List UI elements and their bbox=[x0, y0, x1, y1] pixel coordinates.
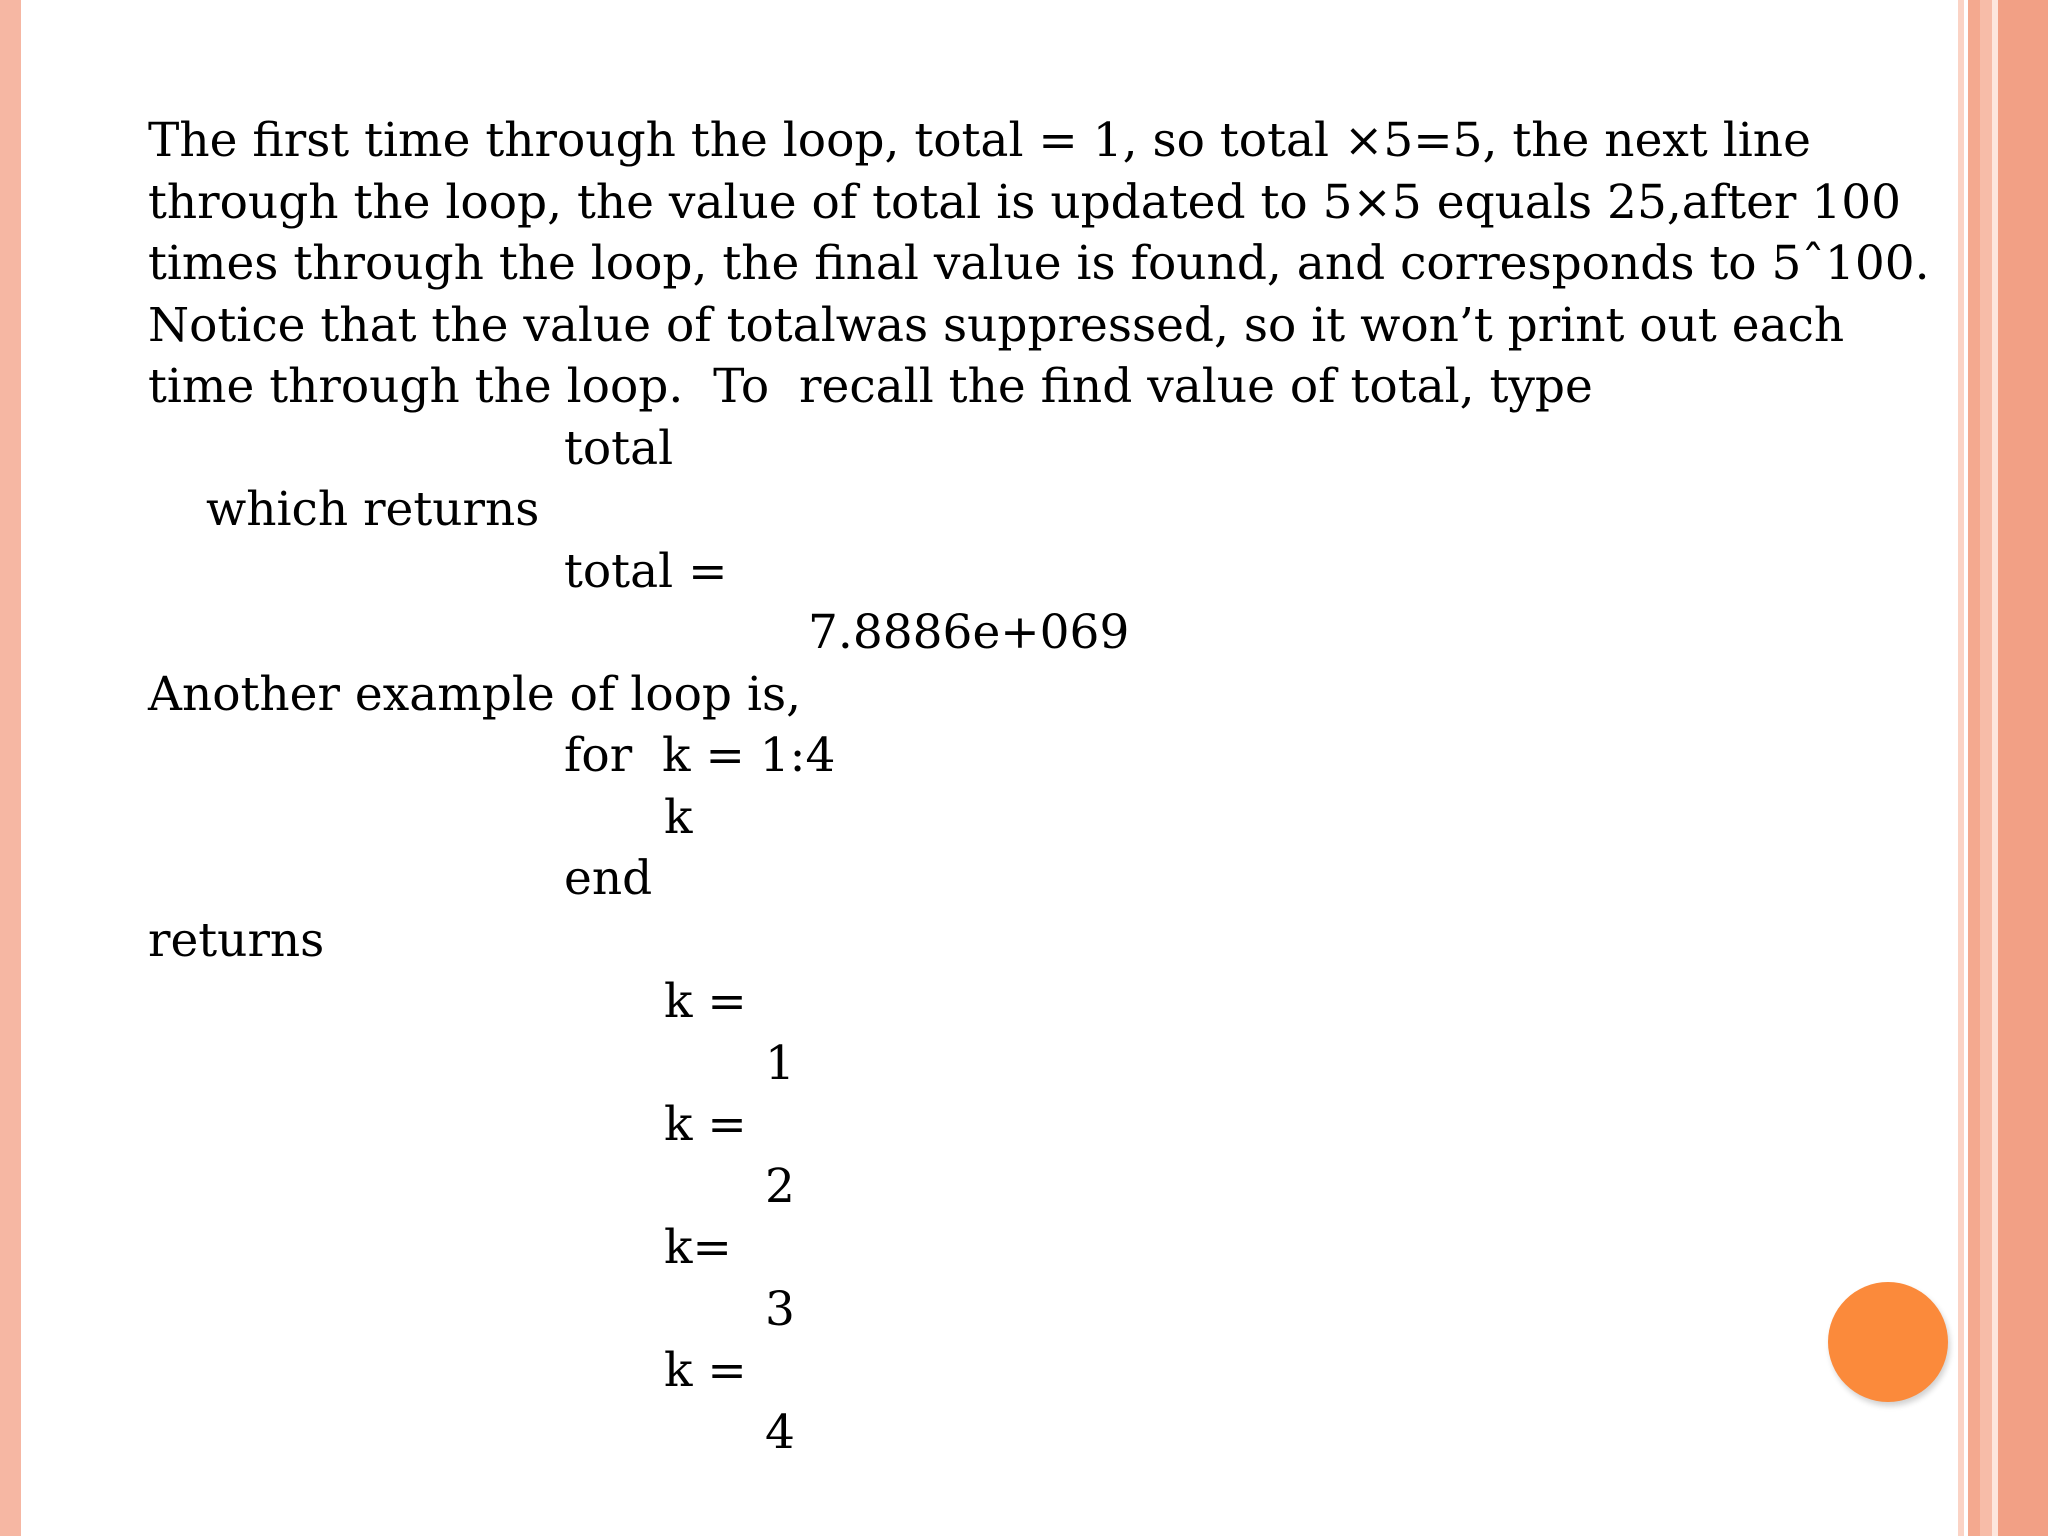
code-end-line: end bbox=[564, 851, 653, 906]
right-border-band bbox=[1958, 0, 2048, 1536]
output-total-label: total = bbox=[564, 544, 728, 599]
paragraph-line-2: through the loop, the value of total is updated to 5×5 equals 25,after 100 bbox=[148, 175, 1902, 230]
paragraph-line-3: times through the loop, the final value is found, and corresponds to 5ˆ100. bbox=[148, 236, 1930, 291]
output-total-value: 7.8886e+069 bbox=[808, 605, 1130, 660]
left-border-stripe bbox=[0, 0, 21, 1536]
output-k-value-4: 4 bbox=[765, 1405, 795, 1460]
output-k-value-1: 1 bbox=[765, 1036, 795, 1091]
paragraph-line-1: The first time through the loop, total = 1, so total ×5=5, the next line bbox=[148, 113, 1811, 168]
code-body-line: k bbox=[664, 790, 693, 845]
another-example-text: Another example of loop is, bbox=[148, 667, 802, 722]
output-k-value-3: 3 bbox=[765, 1282, 795, 1337]
output-k-label-1: k = bbox=[664, 974, 747, 1029]
paragraph-line-5: time through the loop. To recall the find value of total, type bbox=[148, 359, 1593, 414]
paragraph-line-4: Notice that the value of totalwas suppressed, so it won’t print out each bbox=[148, 298, 1845, 353]
orange-circle-decoration bbox=[1828, 1282, 1948, 1402]
output-k-label-4: k = bbox=[664, 1343, 747, 1398]
output-k-label-2: k = bbox=[664, 1097, 747, 1152]
output-k-value-2: 2 bbox=[765, 1159, 795, 1214]
returns-label: returns bbox=[148, 913, 325, 968]
output-k-label-3: k= bbox=[664, 1220, 732, 1275]
code-for-line: for k = 1:4 bbox=[564, 728, 836, 783]
which-returns-text: which returns bbox=[206, 482, 540, 537]
code-total: total bbox=[564, 421, 674, 476]
